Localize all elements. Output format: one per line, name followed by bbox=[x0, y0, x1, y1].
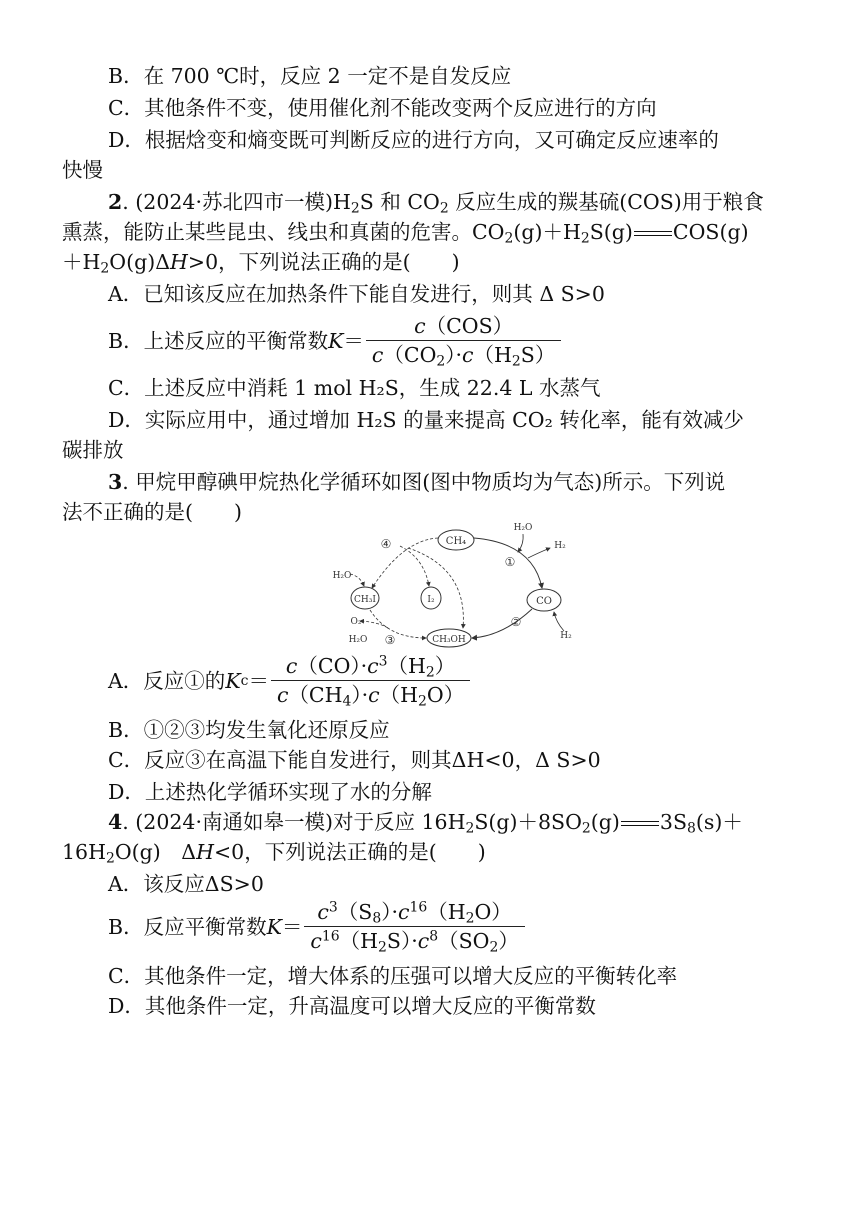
q3-option-a: A．反应①的 K c ＝ $\frac{c(CO)\cdot c^3(H_2)}{c(CH_4)\cdot c(H_2O)}$ bbox=[108, 652, 472, 709]
q3-option-a-prefix: A．反应①的 bbox=[108, 668, 226, 693]
dashed-arrow-o2-out bbox=[360, 621, 388, 628]
q3-stem-line2: 法不正确的是( ) bbox=[62, 500, 242, 524]
q2-stem-line3-tail: ，下列说法正确的是( ) bbox=[218, 250, 460, 274]
q1-option-d-line1: D．根据焓变和熵变既可判断反应的进行方向，又可确定反应速率的 bbox=[108, 128, 719, 152]
q4-stem-mid: 对于反应 bbox=[332, 810, 415, 834]
step-1-label: ① bbox=[504, 555, 516, 569]
equilibrium-arrow-icon bbox=[621, 819, 659, 829]
q3-option-d: D．上述热化学循环实现了水的分解 bbox=[108, 780, 432, 804]
i2-label: I₂ bbox=[427, 595, 435, 605]
q2-number: 2 bbox=[108, 190, 123, 214]
step-3-label: ③ bbox=[384, 633, 396, 647]
q4-option-c: C．其他条件一定，增大体系的压强可以增大反应的平衡转化率 bbox=[108, 964, 678, 988]
arrow-h2-out bbox=[528, 548, 550, 558]
q2-stem-line1: 2. (2024·苏北四市一模)$H_2S$ 和 $CO_2$ 反应生成的羰基硫(COS)用于粮食 bbox=[108, 190, 764, 217]
h2-right-label: H₂ bbox=[560, 631, 572, 641]
h2-top-label: H₂ bbox=[554, 541, 566, 551]
q2-stem-line2: 熏蒸，能防止某些昆虫、线虫和真菌的危害。$CO_2(g)+H_2S(g)$ COS(g) bbox=[62, 220, 749, 247]
q4-stem-line1: 4. (2024·南通如皋一模)对于反应 $16H_2S(g)+8SO_2(g)$ $3S_8(s)+$ bbox=[108, 810, 743, 837]
step-4-label: ④ bbox=[380, 537, 392, 551]
ch3oh-label: CH₃OH bbox=[432, 635, 466, 645]
ch3i-label: CH₃I bbox=[354, 595, 376, 605]
q2-option-a: A．已知该反应在加热条件下能自发进行，则其 Δ S>0 bbox=[108, 282, 605, 306]
q2-equilibrium-constant-fraction: $\frac{\text{c（COS）}}{c(CO_2)\cdot c(H_2S)}$ bbox=[366, 312, 561, 369]
q1-option-c: C．其他条件不变，使用催化剂不能改变两个反应进行的方向 bbox=[108, 96, 657, 120]
q3-stem-text: . 甲烷甲醇碘甲烷热化学循环如图(图中物质均为气态)所示。下列说 bbox=[122, 470, 726, 494]
q2-stem-line2-text: 熏蒸，能防止某些昆虫、线虫和真菌的危害。 bbox=[62, 220, 472, 244]
q4-source: . (2024·南通如皋一模) bbox=[122, 810, 333, 834]
q4-equilibrium-constant-fraction: $\frac{c^3(S_8)\cdot c^{16}(H_2O)}{c^{16}(H_2S)\cdot c^8(SO_2)}$ bbox=[304, 898, 524, 955]
thermochemical-cycle-diagram bbox=[328, 518, 590, 652]
q4-number: 4 bbox=[108, 810, 123, 834]
q4-stem-line2-tail: ，下列说法正确的是( ) bbox=[244, 840, 486, 864]
dashed-arrow-ch4-to-i2 bbox=[400, 546, 429, 586]
q2-source: . (2024·苏北四市一模) bbox=[122, 190, 333, 214]
equilibrium-arrow-icon bbox=[634, 229, 672, 239]
q2-stem-rest: 反应生成的羰基硫(COS)用于粮食 bbox=[455, 190, 764, 214]
q4-option-a: A．该反应ΔS>0 bbox=[108, 872, 264, 896]
q4-stem-line2: $16H_2O(g)$ ΔH<0，下列说法正确的是( ) bbox=[62, 840, 486, 867]
q4-option-b: B．反应平衡常数 K ＝ $\frac{c^3(S_8)\cdot c^{16}(H_2O)}{c^{16}(H_2S)\cdot c^8(SO_2)}$ bbox=[108, 898, 527, 955]
q4-option-d: D．其他条件一定，升高温度可以增大反应的平衡常数 bbox=[108, 994, 596, 1018]
q3-number: 3 bbox=[108, 470, 123, 494]
q3-option-c: C．反应③在高温下能自发进行，则其ΔH<0，Δ S>0 bbox=[108, 748, 601, 772]
h2o-bottom-label: H₂O bbox=[348, 635, 368, 645]
arrow-h2-in bbox=[554, 612, 564, 631]
q2-option-b: B．上述反应的平衡常数 K ＝ $\frac{\text{c（COS）}}{c(CO_2)\cdot c(H_2S)}$ bbox=[108, 312, 563, 369]
q3-kc-fraction: $\frac{c(CO)\cdot c^3(H_2)}{c(CH_4)\cdot c(H_2O)}$ bbox=[271, 652, 470, 709]
q2-option-b-prefix: B．上述反应的平衡常数 bbox=[108, 328, 329, 353]
co-label: CO bbox=[536, 596, 552, 607]
h2o-left-label: H₂O bbox=[332, 571, 352, 581]
q2-stem-line3: $+H_2O(g)\Delta H>0$，下列说法正确的是( ) bbox=[62, 250, 460, 277]
o2-label: O₂ bbox=[350, 617, 362, 627]
q3-stem-line1 bbox=[108, 468, 725, 496]
h2o-top-label: H₂O bbox=[513, 523, 533, 533]
ch4-label: CH₄ bbox=[445, 536, 467, 547]
q1-option-b: B．在 700 ℃时，反应 2 一定不是自发反应 bbox=[108, 64, 512, 88]
arrow-co-to-ch3oh bbox=[472, 609, 532, 638]
q1-option-d-line2: 快慢 bbox=[62, 158, 103, 182]
q2-option-d-line1: D．实际应用中，通过增加 H₂S 的量来提高 CO₂ 转化率，能有效减少 bbox=[108, 408, 744, 432]
dashed-arrow-h2o-in bbox=[350, 574, 364, 586]
q2-stem-and: 和 bbox=[380, 190, 401, 214]
q3-option-b: B．①②③均发生氧化还原反应 bbox=[108, 718, 390, 742]
q2-option-c: C．上述反应中消耗 1 mol H₂S，生成 22.4 L 水蒸气 bbox=[108, 376, 601, 400]
arrow-h2o-in bbox=[518, 534, 523, 552]
q4-option-b-prefix: B．反应平衡常数 bbox=[108, 914, 267, 939]
step-2-label: ② bbox=[510, 615, 522, 629]
q2-option-d-line2: 碳排放 bbox=[62, 438, 124, 462]
